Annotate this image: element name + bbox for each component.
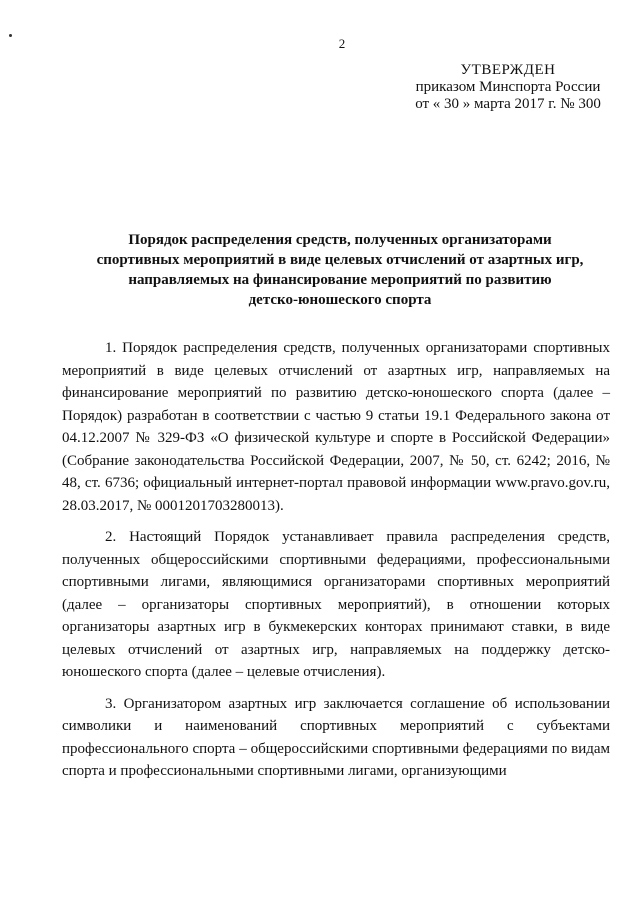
paragraph-2: 2. Настоящий Порядок устанавливает правила распределения средств, полученных общероссийскими спортивными федерациями, профессиональными спортивными лигами, являющимися организаторами спортивных мероприятий (далее – организаторы спортивных мероприятий), в отношении которых организаторы азартных игр в букмекерских конторах принимают ставки, в виде целевых отчислений от азартных игр, направляемых на поддержку детско-юношеского спорта (далее – целевые отчисления). [62, 529, 610, 680]
page-number: 2 [338, 36, 346, 51]
scan-artifact-dot [9, 34, 12, 37]
approval-heading: УТВЕРЖДЕН [460, 62, 556, 78]
title-line-4: детско-юношеского спорта [248, 292, 432, 308]
document-title [60, 230, 620, 310]
paragraph-3: 3. Организатором азартных игр заключается соглашение об использовании символики и наименований спортивных мероприятий с субъектами профессионального спорта – общероссийскими спортивными федерациями по видам спорта и профессиональными спортивными лигами, организующими [62, 695, 610, 779]
title-line-2: спортивных мероприятий в виде целевых отчислений от азартных игр, [96, 252, 584, 268]
approval-order-line: приказом Минспорта России [415, 79, 601, 95]
title-line-1: Порядок распределения средств, полученных организаторами [128, 232, 552, 248]
document-body [62, 337, 610, 792]
approval-date-line: от « 30 » марта 2017 г. № 300 [415, 96, 601, 112]
paragraph-1: 1. Порядок распределения средств, полученных организаторами спортивных мероприятий в виде целевых отчислений от азартных игр, направляемых на финансирование мероприятий по развитию детско-юношеского спорта (далее – Порядок) разработан в соответствии с частью 9 статьи 19.1 Федерального закона от 04.12.2007 № 329-ФЗ «О физической культуре и спорте в Российской Федерации» (Собрание законодательства Российской Федерации, 2007, № 50, ст. 6242; 2016, № 48, ст. 6736; официальный интернет-портал правовой информации www.pravo.gov.ru, 28.03.2017, № 0001201703280013). [62, 340, 610, 514]
approval-stamp-block [388, 62, 628, 113]
title-line-3: направляемых на финансирование мероприятий по развитию [128, 272, 552, 288]
